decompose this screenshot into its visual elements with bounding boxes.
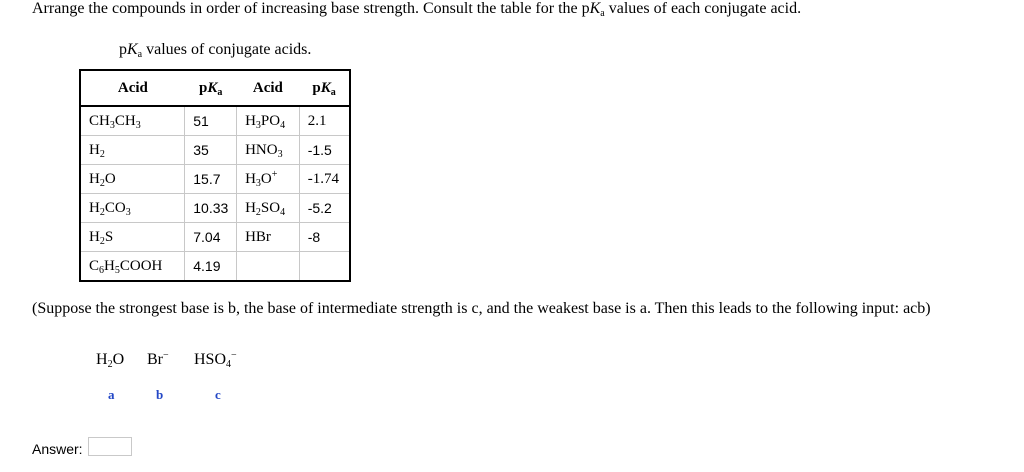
- table-row: [80, 194, 350, 223]
- table-row: [80, 106, 350, 136]
- pka-cell: 51: [185, 106, 237, 136]
- pka-cell: -1.74: [299, 165, 350, 194]
- acid-cell: [237, 106, 300, 136]
- acid-formula-part: CO: [104, 199, 126, 216]
- base-charge: −: [163, 350, 169, 361]
- acid-cell: [80, 223, 185, 252]
- acid-formula-part: CH: [89, 112, 110, 129]
- instructions-text: (Suppose the strongest base is b, the base of intermediate strength is c, and the weakest base is a. Then this leads to the following input: acb): [32, 300, 931, 317]
- pka-table: [79, 69, 351, 282]
- question-k-symbol: K: [589, 0, 601, 17]
- acid-formula-part: H: [104, 257, 115, 274]
- acid-formula-subscript: 5: [114, 264, 120, 276]
- header-pka-k: K: [207, 79, 218, 96]
- base-formula: [96, 350, 124, 370]
- header-pka-2-k: K: [320, 79, 331, 96]
- pka-cell: 7.04: [185, 223, 237, 252]
- acid-formula-subscript: 3: [255, 177, 261, 189]
- caption-text: values of conjugate acids.: [142, 41, 312, 58]
- base-letter-label: b: [156, 387, 164, 402]
- base-formula-subscript: 2: [107, 359, 113, 370]
- base-letter-label: a: [108, 387, 115, 402]
- question-text-start: Arrange the compounds in order of increasing base strength. Consult the table for the p: [32, 0, 590, 17]
- table-row: [80, 252, 350, 282]
- header-pka-2-sub: a: [330, 86, 336, 98]
- acid-formula-part: O: [260, 170, 272, 187]
- base-formula-part: HSO: [194, 351, 227, 368]
- acid-formula-part: H: [89, 141, 100, 158]
- acid-cell: [237, 252, 300, 282]
- base-formula-subscript: 4: [226, 359, 232, 370]
- acid-formula-subscript: 2: [99, 177, 105, 189]
- acid-formula-part: C: [89, 257, 100, 274]
- caption-p: p: [119, 41, 127, 58]
- base-formula-part: O: [112, 351, 125, 368]
- pka-cell: 15.7: [185, 165, 237, 194]
- acid-formula-subscript: 4: [280, 119, 286, 131]
- table-body: [80, 106, 350, 281]
- acid-formula-subscript: 2: [99, 148, 105, 160]
- caption-a-subscript: a: [137, 49, 143, 60]
- charge-superscript: +: [271, 168, 278, 180]
- acid-formula-subscript: 3: [277, 148, 283, 160]
- acid-cell: [237, 136, 300, 165]
- pka-cell: 10.33: [185, 194, 237, 223]
- acid-cell: [237, 223, 300, 252]
- header-pka-2: [299, 70, 350, 106]
- question-text: [32, 0, 801, 19]
- acid-cell: [80, 106, 185, 136]
- base-charge: −: [231, 350, 237, 361]
- pka-cell: -5.2: [299, 194, 350, 223]
- acid-cell: [80, 165, 185, 194]
- acid-formula-part: PO: [260, 112, 281, 129]
- acid-formula-subscript: 3: [109, 119, 115, 131]
- pka-cell: 35: [185, 136, 237, 165]
- base-formula-part: Br: [147, 351, 163, 368]
- acid-formula-subscript: 2: [99, 206, 105, 218]
- table-caption: [119, 40, 311, 60]
- acid-formula-subscript: 2: [255, 206, 261, 218]
- acid-formula-part: SO: [260, 199, 281, 216]
- acid-cell: [80, 194, 185, 223]
- header-pka-sub: a: [217, 86, 223, 98]
- acid-formula-part: H: [245, 112, 256, 129]
- acid-formula-part: S: [104, 228, 114, 245]
- acid-formula-part: H: [245, 170, 256, 187]
- acid-formula-subscript: 3: [255, 119, 261, 131]
- answer-label: Answer:: [32, 441, 83, 457]
- acid-formula-part: COOH: [119, 257, 163, 274]
- pka-cell: -1.5: [299, 136, 350, 165]
- table-row: [80, 136, 350, 165]
- pka-cell: 4.19: [185, 252, 237, 282]
- question-text-end: values of each conjugate acid.: [604, 0, 802, 17]
- header-pka: [185, 70, 237, 106]
- acid-formula-subscript: 3: [125, 206, 131, 218]
- acid-formula-part: H: [89, 228, 100, 245]
- acid-formula-part: O: [104, 170, 116, 187]
- question-a-subscript: a: [600, 8, 605, 19]
- acid-formula-part: HNO: [245, 141, 278, 158]
- header-acid-2: Acid: [237, 70, 300, 106]
- base-formula: [194, 350, 237, 370]
- base-formula: [147, 350, 169, 370]
- header-pka-2-p: p: [312, 79, 321, 96]
- table-header-row: [80, 70, 350, 106]
- acid-formula-part: HBr: [245, 228, 271, 245]
- pka-cell: 2.1: [299, 106, 350, 136]
- acid-cell: [237, 165, 300, 194]
- acid-formula-part: CH: [114, 112, 136, 129]
- header-pka-p: p: [198, 79, 208, 96]
- acid-formula-part: H: [89, 170, 100, 187]
- acid-cell: [80, 252, 185, 282]
- base-letter-label: c: [215, 387, 221, 402]
- base-formula-part: H: [96, 351, 108, 368]
- pka-cell: [299, 252, 350, 282]
- table-row: [80, 223, 350, 252]
- caption-k-symbol: K: [127, 41, 138, 58]
- acid-formula-subscript: 3: [135, 119, 141, 131]
- acid-formula-subscript: 6: [99, 264, 105, 276]
- acid-cell: [237, 194, 300, 223]
- acid-formula-subscript: 2: [99, 235, 105, 247]
- pka-cell: -8: [299, 223, 350, 252]
- answer-input[interactable]: [88, 437, 132, 456]
- table-row: [80, 165, 350, 194]
- header-acid: Acid: [80, 70, 185, 106]
- acid-formula-subscript: 4: [280, 206, 286, 218]
- acid-formula-part: H: [89, 199, 100, 216]
- acid-formula-part: H: [245, 199, 256, 216]
- acid-cell: [80, 136, 185, 165]
